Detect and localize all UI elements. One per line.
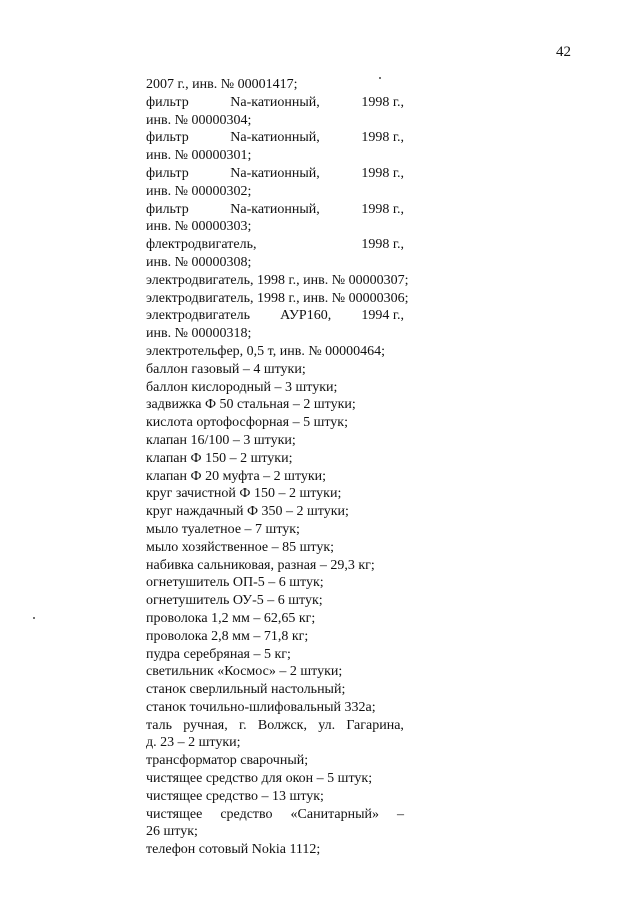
list-line: инв. № 00000303; — [146, 219, 252, 235]
list-line-word: Na-катионный, — [230, 130, 320, 146]
list-line — [146, 307, 404, 325]
list-line: чистящее средство для окон – 5 штук; — [146, 771, 373, 787]
list-line-word: фильтр — [146, 201, 189, 217]
list-line: баллон кислородный – 3 штуки; — [146, 379, 338, 395]
list-line: инв. № 00000308; — [146, 254, 252, 270]
list-line-word: г. — [238, 717, 247, 733]
list-line: задвижка Ф 50 стальная – 2 штуки; — [146, 397, 356, 413]
list-line: электродвигатель, 1998 г., инв. № 00000306; — [146, 290, 409, 306]
list-line — [146, 236, 404, 254]
list-line: набивка сальниковая, разная – 29,3 кг; — [146, 557, 375, 573]
list-line-word: средство — [220, 806, 273, 822]
list-line-word: 1998 г., — [361, 165, 404, 181]
list-line — [146, 94, 404, 112]
list-line: баллон газовый – 4 штуки; — [146, 361, 306, 377]
list-line-word: 1998 г., — [361, 237, 404, 253]
list-line-word: – — [396, 806, 404, 822]
list-line: станок сверлильный настольный; — [146, 682, 346, 698]
list-line: клапан 16/100 – 3 штуки; — [146, 432, 296, 448]
list-line: круг зачистной Ф 150 – 2 штуки; — [146, 486, 342, 502]
list-line: инв. № 00000301; — [146, 148, 252, 164]
page-number: 42 — [556, 44, 571, 60]
scan-speck — [33, 617, 35, 619]
list-line: 2007 г., инв. № 00001417; — [146, 77, 298, 92]
list-line: д. 23 – 2 штуки; — [146, 735, 241, 751]
list-line-word: «Санитарный» — [290, 806, 379, 822]
list-line-word: 1998 г., — [361, 201, 404, 217]
list-line-word: 1994 г., — [361, 308, 404, 324]
inventory-list — [146, 76, 409, 859]
list-line-word: Гагарина, — [346, 717, 404, 733]
list-line: 26 штук; — [146, 824, 198, 840]
list-line-word: Na-катионный, — [230, 201, 320, 217]
list-line-word: Na-катионный, — [230, 165, 320, 181]
list-line: огнетушитель ОУ-5 – 6 штук; — [146, 593, 323, 609]
list-line — [146, 201, 404, 219]
list-line — [146, 806, 404, 824]
list-line: пудра серебряная – 5 кг; — [146, 646, 291, 662]
list-line-word: флектродвигатель, — [146, 237, 257, 253]
list-line-word: фильтр — [146, 165, 189, 181]
list-line: светильник «Космос» – 2 штуки; — [146, 664, 343, 680]
list-line: станок точильно-шлифовальный 332а; — [146, 699, 376, 715]
list-line: круг наждачный Ф 350 – 2 штуки; — [146, 504, 349, 520]
list-line: проволока 2,8 мм – 71,8 кг; — [146, 628, 309, 644]
list-line-word: ул. — [318, 717, 336, 733]
list-line-word: 1998 г., — [361, 94, 404, 110]
list-line-word: таль — [146, 717, 172, 733]
list-line: клапан Ф 150 – 2 штуки; — [146, 450, 293, 466]
list-line: инв. № 00000304; — [146, 112, 252, 128]
list-line: электротельфер, 0,5 т, инв. № 00000464; — [146, 343, 386, 359]
list-line: электродвигатель, 1998 г., инв. № 00000307; — [146, 272, 409, 288]
list-line-word: Волжск, — [257, 717, 307, 733]
list-line-word: Na-катионный, — [230, 94, 320, 110]
list-line: клапан Ф 20 муфта – 2 штуки; — [146, 468, 327, 484]
list-line: мыло хозяйственное – 85 штук; — [146, 539, 335, 555]
list-line: инв. № 00000318; — [146, 326, 252, 342]
list-line: проволока 1,2 мм – 62,65 кг; — [146, 610, 316, 626]
list-line — [146, 717, 404, 735]
list-line: чистящее средство – 13 штук; — [146, 788, 324, 804]
list-line-word: АУР160, — [280, 308, 332, 324]
list-line: огнетушитель ОП-5 – 6 штук; — [146, 575, 324, 591]
list-line: инв. № 00000302; — [146, 183, 252, 199]
list-line-word: фильтр — [146, 130, 189, 146]
list-line-word: электродвигатель — [146, 308, 250, 324]
list-line: мыло туалетное – 7 штук; — [146, 521, 300, 537]
list-line: трансформатор сварочный; — [146, 753, 309, 769]
list-line-word: ручная, — [183, 717, 228, 733]
list-line: телефон сотовый Nokia 1112; — [146, 842, 321, 858]
list-line-word: фильтр — [146, 94, 189, 110]
list-line-word: 1998 г., — [361, 130, 404, 146]
list-line: кислота ортофосфорная – 5 штук; — [146, 415, 348, 431]
list-line — [146, 129, 404, 147]
list-line — [146, 165, 404, 183]
list-line-word: чистящее — [146, 806, 203, 822]
